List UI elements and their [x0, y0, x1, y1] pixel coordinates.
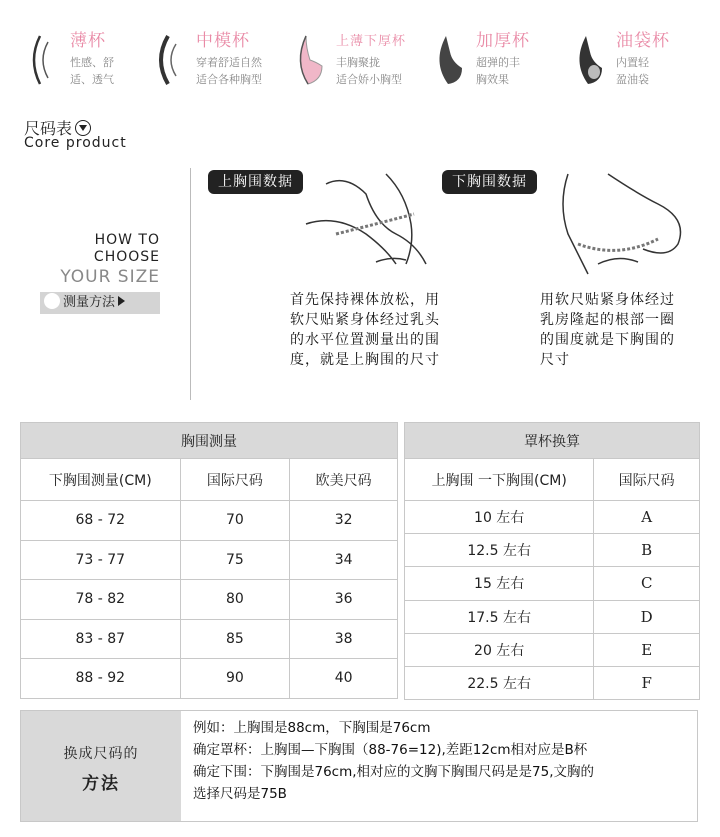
column-header: 欧美尺码 [290, 459, 398, 501]
table-row: 15 左右 C [405, 567, 700, 600]
upper-bust-tag: 上胸围数据 [208, 170, 303, 194]
cup-type-medium [152, 22, 292, 102]
table-row: 78 - 82 80 36 [21, 580, 398, 620]
cup-type-desc: 超弹的丰 胸效果 [476, 56, 520, 86]
table-row: 83 - 87 85 38 [21, 619, 398, 659]
size-example-box [20, 710, 698, 822]
cup-type-title: 加厚杯 [476, 31, 530, 51]
cup-type-desc: 穿着舒适自然 适合各种胸型 [196, 56, 262, 86]
column-header: 国际尺码 [594, 459, 700, 501]
cup-type-title: 薄杯 [70, 31, 106, 51]
column-header: 国际尺码 [180, 459, 290, 501]
example-label: 换成尺码的 方法 [21, 711, 181, 821]
table-row: 17.5 左右 D [405, 600, 700, 633]
under-bust-tag: 下胸围数据 [442, 170, 537, 194]
table-title: 胸围测量 [21, 423, 398, 459]
divider [190, 168, 191, 400]
push-up-cup-icon [292, 32, 332, 88]
band-size-table [20, 422, 398, 699]
cup-type-title: 中模杯 [196, 31, 250, 51]
how-to-line: HOW TO [94, 232, 160, 248]
under-bust-illustration [548, 164, 708, 284]
column-header: 下胸围测量(CM) [21, 459, 181, 501]
how-to-line: CHOOSE [93, 249, 160, 265]
column-header: 上胸围 一下胸围(CM) [405, 459, 594, 501]
table-row: 68 - 72 70 32 [21, 501, 398, 541]
table-row: 88 - 92 90 40 [21, 659, 398, 699]
tape-icon [44, 293, 60, 309]
how-to-line: YOUR SIZE [60, 267, 160, 287]
how-to-choose [40, 232, 160, 314]
table-row: 12.5 左右 B [405, 534, 700, 567]
cup-conversion-table [404, 422, 700, 700]
gel-cup-icon [572, 32, 612, 88]
thick-cup-icon [432, 32, 472, 88]
chevron-down-icon [75, 120, 91, 136]
play-arrow-icon [118, 296, 125, 306]
example-text: 例如：上胸围是88cm，下胸围是76cm 确定罩杯：上胸围—下胸围（88-76=12),差距12cm相对应是B杯 确定下围：下胸围是76cm,相对应的文胸下胸围尺码是是75,文胸的 选择尺码是75B [193, 720, 595, 802]
upper-bust-illustration [296, 164, 456, 284]
cup-type-push-up [292, 22, 432, 102]
table-row: 10 左右 A [405, 501, 700, 534]
table-row: 73 - 77 75 34 [21, 540, 398, 580]
thin-cup-icon [26, 32, 66, 88]
cup-type-title: 上薄下厚杯 [336, 34, 407, 49]
cup-type-desc: 丰胸聚拢 适合娇小胸型 [336, 56, 402, 86]
cup-type-title: 油袋杯 [616, 31, 670, 51]
cup-type-thin [26, 22, 166, 102]
cup-types-strip [0, 0, 720, 112]
cup-type-thick [432, 22, 572, 102]
under-bust-text: 用软尺贴紧身体经过 乳房隆起的根部一圈 的围度就是下胸围的 尺寸 [540, 292, 675, 368]
table-row: 22.5 左右 F [405, 666, 700, 699]
measure-method-button[interactable]: 测量方法 [40, 292, 160, 314]
size-chart-subtitle: Core product [24, 135, 127, 151]
table-row: 20 左右 E [405, 633, 700, 666]
size-chart-title: 尺码表 [24, 116, 91, 139]
table-title: 罩杯换算 [405, 423, 700, 459]
upper-bust-text: 首先保持裸体放松，用 软尺贴紧身体经过乳头 的水平位置测量出的围 度，就是上胸围的尺寸 [290, 292, 440, 368]
cup-type-desc: 性感、舒 适、透气 [70, 56, 114, 86]
cup-type-desc: 内置轻 盈油袋 [616, 56, 649, 86]
medium-cup-icon [152, 32, 192, 88]
cup-type-gel [572, 22, 712, 102]
